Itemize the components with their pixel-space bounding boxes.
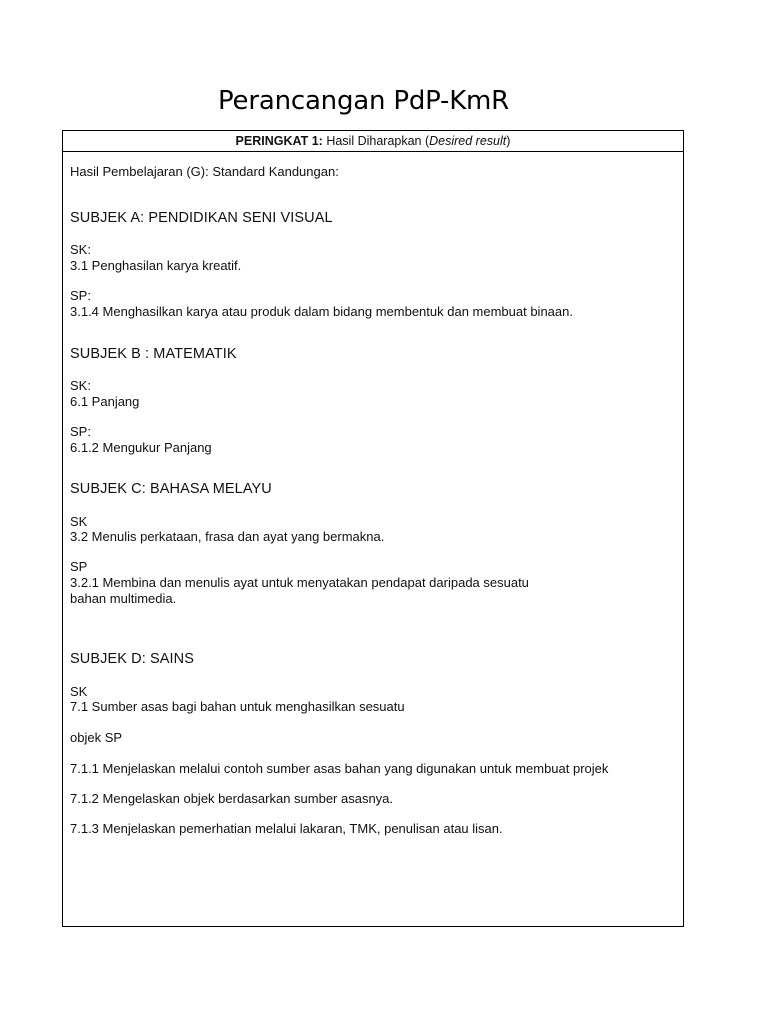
table-header-row (63, 131, 683, 152)
subject-a-sk-text: 3.1 Penghasilan karya kreatif. (70, 258, 242, 273)
subject-a-heading: SUBJEK A: PENDIDIKAN SENI VISUAL (70, 210, 333, 226)
subject-b-heading: SUBJEK B : MATEMATIK (70, 346, 237, 362)
level-label: PERINGKAT 1: (235, 134, 323, 148)
subject-b-sp-text: 6.1.2 Mengukur Panjang (70, 440, 212, 455)
subject-a-sp-text: 3.1.4 Menghasilkan karya atau produk dalam bidang membentuk dan membuat binaan. (70, 304, 573, 319)
subject-c-sp-text-line1: 3.2.1 Membina dan menulis ayat untuk menyatakan pendapat daripada sesuatu (70, 575, 529, 590)
content-table (62, 130, 684, 927)
subject-d-sk-label: SK (70, 684, 88, 699)
page-title: Perancangan PdP-KmR (218, 86, 510, 116)
subject-d-item: 7.1.2 Mengelaskan objek berdasarkan sumber asasnya. (70, 791, 394, 806)
subject-c-sk-text: 3.2 Menulis perkataan, frasa dan ayat yang bermakna. (70, 529, 385, 544)
subject-c-sk-label: SK (70, 514, 88, 529)
subject-c-sp-text-line2: bahan multimedia. (70, 591, 177, 606)
subject-c-sp-label: SP (70, 559, 88, 574)
subject-a-sk-label: SK: (70, 242, 91, 257)
result-italic: Desired result (429, 134, 507, 148)
result-close: ) (506, 134, 511, 148)
subject-d-heading: SUBJEK D: SAINS (70, 651, 194, 667)
result-text: Hasil Diharapkan ( (326, 134, 430, 148)
subject-a-sp-label: SP: (70, 288, 91, 303)
subject-b-sp-label: SP: (70, 424, 91, 439)
subject-b-sk-text: 6.1 Panjang (70, 394, 140, 409)
subject-c-heading: SUBJEK C: BAHASA MELAYU (70, 481, 272, 497)
subject-b-sk-label: SK: (70, 378, 91, 393)
intro-text: Hasil Pembelajaran (G): Standard Kandungan: (70, 164, 339, 179)
subject-d-sp-line: objek SP (70, 730, 123, 745)
subject-d-item: 7.1.3 Menjelaskan pemerhatian melalui lakaran, TMK, penulisan atau lisan. (70, 821, 503, 836)
subject-d-sk-text: 7.1 Sumber asas bagi bahan untuk menghasilkan sesuatu (70, 699, 405, 714)
subject-d-item: 7.1.1 Menjelaskan melalui contoh sumber asas bahan yang digunakan untuk membuat projek (70, 761, 609, 776)
